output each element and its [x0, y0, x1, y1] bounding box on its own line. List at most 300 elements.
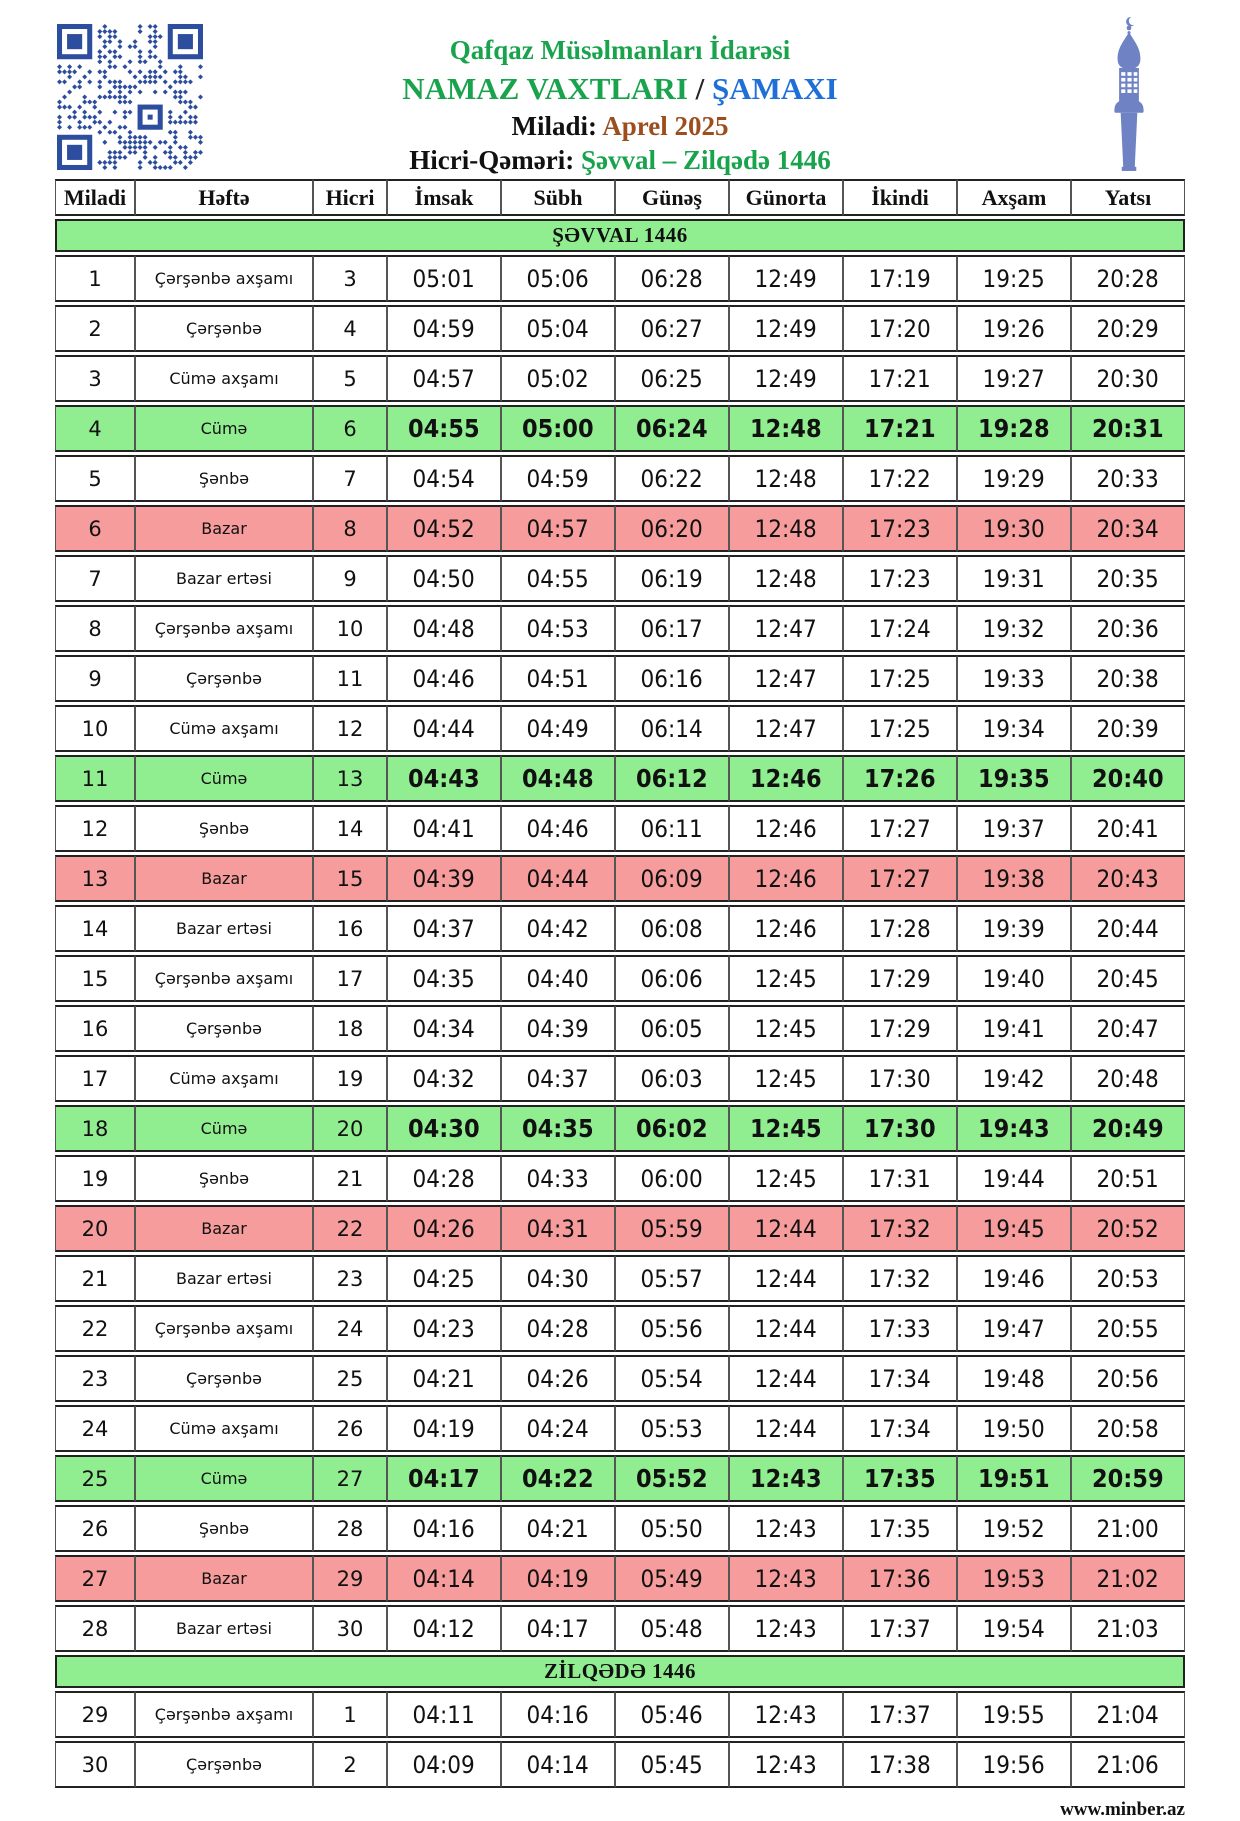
time-cell-sübh: 04:46 — [501, 805, 615, 852]
prayer-times-table — [55, 176, 1185, 1791]
time-cell-günəş: 05:56 — [615, 1305, 729, 1352]
time-cell-sübh: 04:19 — [501, 1555, 615, 1602]
time-cell-günəş: 06:25 — [615, 355, 729, 402]
time-cell-yatsı: 20:56 — [1071, 1355, 1185, 1402]
time-cell-yatsı: 20:39 — [1071, 705, 1185, 752]
time-cell-sübh: 04:31 — [501, 1205, 615, 1252]
miladi-cell: 11 — [55, 755, 135, 802]
time-cell-günəş: 05:45 — [615, 1741, 729, 1788]
weekday-cell: Cümə — [135, 755, 313, 802]
time-cell-günorta: 12:44 — [729, 1255, 843, 1302]
time-cell-i̇kindi: 17:23 — [843, 555, 957, 602]
time-cell-i̇msak: 04:52 — [387, 505, 501, 552]
time-cell-yatsı: 21:03 — [1071, 1605, 1185, 1652]
time-cell-yatsı: 20:29 — [1071, 305, 1185, 352]
time-cell-günorta: 12:43 — [729, 1505, 843, 1552]
time-cell-günorta: 12:47 — [729, 655, 843, 702]
time-cell-günəş: 06:20 — [615, 505, 729, 552]
month-banner: ZİLQƏDƏ 1446 — [55, 1655, 1185, 1688]
time-cell-i̇msak: 04:44 — [387, 705, 501, 752]
table-row — [55, 305, 1185, 352]
time-cell-günorta: 12:44 — [729, 1205, 843, 1252]
time-cell-i̇msak: 04:41 — [387, 805, 501, 852]
time-cell-günəş: 06:12 — [615, 755, 729, 802]
hicri-cell: 7 — [313, 455, 387, 502]
time-cell-sübh: 05:06 — [501, 255, 615, 302]
miladi-cell: 18 — [55, 1105, 135, 1152]
table-row — [55, 1605, 1185, 1652]
table-row — [55, 1105, 1185, 1152]
miladi-cell: 10 — [55, 705, 135, 752]
time-cell-günorta: 12:43 — [729, 1741, 843, 1788]
time-cell-günorta: 12:49 — [729, 255, 843, 302]
time-cell-axşam: 19:39 — [957, 905, 1071, 952]
time-cell-sübh: 04:40 — [501, 955, 615, 1002]
hicri-cell: 3 — [313, 255, 387, 302]
miladi-cell: 9 — [55, 655, 135, 702]
time-cell-i̇msak: 04:17 — [387, 1455, 501, 1502]
time-cell-sübh: 04:35 — [501, 1105, 615, 1152]
time-cell-günəş: 05:59 — [615, 1205, 729, 1252]
time-cell-i̇kindi: 17:32 — [843, 1205, 957, 1252]
time-cell-sübh: 04:16 — [501, 1691, 615, 1738]
weekday-cell: Cümə axşamı — [135, 1405, 313, 1452]
time-cell-i̇msak: 04:30 — [387, 1105, 501, 1152]
column-header-həftə: Həftə — [135, 179, 313, 216]
time-cell-günorta: 12:46 — [729, 755, 843, 802]
table-header-row — [55, 179, 1185, 216]
weekday-cell: Çərşənbə axşamı — [135, 1691, 313, 1738]
time-cell-günəş: 06:19 — [615, 555, 729, 602]
time-cell-i̇kindi: 17:21 — [843, 355, 957, 402]
time-cell-günorta: 12:48 — [729, 555, 843, 602]
time-cell-günorta: 12:43 — [729, 1555, 843, 1602]
time-cell-i̇msak: 04:16 — [387, 1505, 501, 1552]
miladi-cell: 25 — [55, 1455, 135, 1502]
table-row — [55, 505, 1185, 552]
column-header-sübh: Sübh — [501, 179, 615, 216]
time-cell-i̇kindi: 17:35 — [843, 1455, 957, 1502]
time-cell-günorta: 12:47 — [729, 605, 843, 652]
time-cell-sübh: 04:53 — [501, 605, 615, 652]
time-cell-sübh: 05:02 — [501, 355, 615, 402]
time-cell-günəş: 06:08 — [615, 905, 729, 952]
time-cell-i̇msak: 04:59 — [387, 305, 501, 352]
hicri-cell: 21 — [313, 1155, 387, 1202]
time-cell-yatsı: 20:34 — [1071, 505, 1185, 552]
time-cell-yatsı: 21:06 — [1071, 1741, 1185, 1788]
table-row — [55, 355, 1185, 402]
time-cell-sübh: 04:39 — [501, 1005, 615, 1052]
time-cell-günorta: 12:45 — [729, 955, 843, 1002]
city-name: ŞAMAXI — [712, 70, 838, 106]
time-cell-günorta: 12:45 — [729, 1055, 843, 1102]
time-cell-i̇kindi: 17:27 — [843, 855, 957, 902]
miladi-cell: 29 — [55, 1691, 135, 1738]
time-cell-günorta: 12:46 — [729, 905, 843, 952]
time-cell-i̇kindi: 17:30 — [843, 1105, 957, 1152]
time-cell-yatsı: 20:31 — [1071, 405, 1185, 452]
weekday-cell: Bazar ertəsi — [135, 1605, 313, 1652]
column-header-günəş: Günəş — [615, 179, 729, 216]
footer — [55, 1799, 1185, 1821]
time-cell-yatsı: 20:35 — [1071, 555, 1185, 602]
time-cell-sübh: 04:57 — [501, 505, 615, 552]
miladi-cell: 12 — [55, 805, 135, 852]
time-cell-yatsı: 21:02 — [1071, 1555, 1185, 1602]
month-banner-row — [55, 219, 1185, 252]
time-cell-günəş: 06:14 — [615, 705, 729, 752]
table-row — [55, 1305, 1185, 1352]
table-row — [55, 555, 1185, 602]
miladi-cell: 19 — [55, 1155, 135, 1202]
time-cell-i̇msak: 04:28 — [387, 1155, 501, 1202]
hicri-cell: 22 — [313, 1205, 387, 1252]
column-header-yatsı: Yatsı — [1071, 179, 1185, 216]
time-cell-axşam: 19:55 — [957, 1691, 1071, 1738]
time-cell-i̇kindi: 17:19 — [843, 255, 957, 302]
miladi-cell: 5 — [55, 455, 135, 502]
time-cell-günəş: 06:22 — [615, 455, 729, 502]
time-cell-i̇msak: 04:43 — [387, 755, 501, 802]
time-cell-i̇msak: 04:12 — [387, 1605, 501, 1652]
time-cell-sübh: 05:04 — [501, 305, 615, 352]
hicri-cell: 2 — [313, 1741, 387, 1788]
time-cell-axşam: 19:45 — [957, 1205, 1071, 1252]
website-link: www.minber.az — [1060, 1799, 1185, 1820]
time-cell-yatsı: 20:28 — [1071, 255, 1185, 302]
weekday-cell: Çərşənbə — [135, 655, 313, 702]
table-row — [55, 1255, 1185, 1302]
time-cell-günorta: 12:43 — [729, 1605, 843, 1652]
miladi-cell: 1 — [55, 255, 135, 302]
weekday-cell: Çərşənbə — [135, 305, 313, 352]
table-row — [55, 255, 1185, 302]
time-cell-sübh: 04:44 — [501, 855, 615, 902]
time-cell-i̇kindi: 17:35 — [843, 1505, 957, 1552]
time-cell-i̇msak: 04:23 — [387, 1305, 501, 1352]
time-cell-axşam: 19:31 — [957, 555, 1071, 602]
time-cell-i̇kindi: 17:34 — [843, 1405, 957, 1452]
time-cell-i̇kindi: 17:20 — [843, 305, 957, 352]
time-cell-günəş: 05:53 — [615, 1405, 729, 1452]
hicri-cell: 24 — [313, 1305, 387, 1352]
time-cell-günorta: 12:44 — [729, 1355, 843, 1402]
time-cell-i̇kindi: 17:29 — [843, 1005, 957, 1052]
table-row — [55, 905, 1185, 952]
table-row — [55, 1205, 1185, 1252]
month-banner: ŞƏVVAL 1446 — [55, 219, 1185, 252]
time-cell-yatsı: 20:44 — [1071, 905, 1185, 952]
weekday-cell: Çərşənbə — [135, 1355, 313, 1402]
time-cell-i̇kindi: 17:33 — [843, 1305, 957, 1352]
time-cell-günəş: 05:52 — [615, 1455, 729, 1502]
time-cell-yatsı: 20:45 — [1071, 955, 1185, 1002]
miladi-cell: 8 — [55, 605, 135, 652]
time-cell-günorta: 12:49 — [729, 355, 843, 402]
hicri-cell: 29 — [313, 1555, 387, 1602]
time-cell-günəş: 06:24 — [615, 405, 729, 452]
time-cell-sübh: 04:59 — [501, 455, 615, 502]
time-cell-i̇kindi: 17:25 — [843, 655, 957, 702]
time-cell-günorta: 12:44 — [729, 1305, 843, 1352]
time-cell-i̇msak: 04:14 — [387, 1555, 501, 1602]
weekday-cell: Bazar — [135, 505, 313, 552]
time-cell-i̇msak: 04:50 — [387, 555, 501, 602]
time-cell-axşam: 19:48 — [957, 1355, 1071, 1402]
time-cell-axşam: 19:50 — [957, 1405, 1071, 1452]
time-cell-sübh: 04:37 — [501, 1055, 615, 1102]
time-cell-sübh: 04:21 — [501, 1505, 615, 1552]
table-row — [55, 1055, 1185, 1102]
time-cell-i̇kindi: 17:29 — [843, 955, 957, 1002]
hicri-cell: 12 — [313, 705, 387, 752]
month-banner-row — [55, 1655, 1185, 1688]
time-cell-yatsı: 20:36 — [1071, 605, 1185, 652]
time-cell-sübh: 04:48 — [501, 755, 615, 802]
time-cell-i̇msak: 04:37 — [387, 905, 501, 952]
miladi-cell: 23 — [55, 1355, 135, 1402]
weekday-cell: Bazar — [135, 1205, 313, 1252]
time-cell-günorta: 12:46 — [729, 805, 843, 852]
miladi-cell: 4 — [55, 405, 135, 452]
minaret-icon — [1090, 16, 1168, 172]
hicri-cell: 5 — [313, 355, 387, 402]
time-cell-sübh: 04:55 — [501, 555, 615, 602]
organization-title: Qafqaz Müsəlmanları İdarəsi — [449, 35, 791, 65]
time-cell-günorta: 12:43 — [729, 1455, 843, 1502]
time-cell-i̇msak: 04:19 — [387, 1405, 501, 1452]
column-header-hicri: Hicri — [313, 179, 387, 216]
table-row — [55, 655, 1185, 702]
table-row — [55, 1455, 1185, 1502]
table-row — [55, 1555, 1185, 1602]
weekday-cell: Cümə axşamı — [135, 355, 313, 402]
hicri-cell: 18 — [313, 1005, 387, 1052]
weekday-cell: Bazar ertəsi — [135, 905, 313, 952]
time-cell-günorta: 12:43 — [729, 1691, 843, 1738]
hicri-value: Şəvval – Zilqədə 1446 — [580, 145, 831, 176]
time-cell-axşam: 19:27 — [957, 355, 1071, 402]
miladi-cell: 7 — [55, 555, 135, 602]
table-row — [55, 1691, 1185, 1738]
column-header-i̇msak: İmsak — [387, 179, 501, 216]
time-cell-i̇msak: 04:34 — [387, 1005, 501, 1052]
time-cell-sübh: 04:42 — [501, 905, 615, 952]
time-cell-günəş: 05:46 — [615, 1691, 729, 1738]
time-cell-i̇kindi: 17:26 — [843, 755, 957, 802]
time-cell-axşam: 19:35 — [957, 755, 1071, 802]
table-row — [55, 1155, 1185, 1202]
weekday-cell: Şənbə — [135, 1155, 313, 1202]
hicri-cell: 26 — [313, 1405, 387, 1452]
time-cell-günorta: 12:48 — [729, 405, 843, 452]
time-cell-axşam: 19:38 — [957, 855, 1071, 902]
time-cell-günəş: 06:00 — [615, 1155, 729, 1202]
miladi-cell: 14 — [55, 905, 135, 952]
title-separator: / — [687, 70, 713, 106]
weekday-cell: Çərşənbə axşamı — [135, 605, 313, 652]
time-cell-axşam: 19:33 — [957, 655, 1071, 702]
hicri-cell: 28 — [313, 1505, 387, 1552]
time-cell-sübh: 04:22 — [501, 1455, 615, 1502]
time-cell-günorta: 12:45 — [729, 1005, 843, 1052]
time-cell-i̇kindi: 17:22 — [843, 455, 957, 502]
weekday-cell: Bazar ertəsi — [135, 1255, 313, 1302]
time-cell-yatsı: 20:53 — [1071, 1255, 1185, 1302]
time-cell-yatsı: 21:04 — [1071, 1691, 1185, 1738]
weekday-cell: Çərşənbə — [135, 1741, 313, 1788]
miladi-cell: 21 — [55, 1255, 135, 1302]
table-row — [55, 455, 1185, 502]
column-header-günorta: Günorta — [729, 179, 843, 216]
hicri-cell: 1 — [313, 1691, 387, 1738]
weekday-cell: Cümə axşamı — [135, 705, 313, 752]
time-cell-i̇msak: 05:01 — [387, 255, 501, 302]
time-cell-axşam: 19:43 — [957, 1105, 1071, 1152]
hicri-label: Hicri-Qəməri: — [409, 145, 581, 176]
weekday-cell: Bazar — [135, 1555, 313, 1602]
time-cell-günəş: 05:49 — [615, 1555, 729, 1602]
weekday-cell: Şənbə — [135, 455, 313, 502]
hicri-cell: 27 — [313, 1455, 387, 1502]
time-cell-axşam: 19:54 — [957, 1605, 1071, 1652]
time-cell-i̇msak: 04:32 — [387, 1055, 501, 1102]
time-cell-i̇msak: 04:57 — [387, 355, 501, 402]
time-cell-günəş: 05:50 — [615, 1505, 729, 1552]
time-cell-sübh: 04:30 — [501, 1255, 615, 1302]
miladi-cell: 6 — [55, 505, 135, 552]
time-cell-günəş: 05:48 — [615, 1605, 729, 1652]
miladi-cell: 3 — [55, 355, 135, 402]
time-cell-axşam: 19:28 — [957, 405, 1071, 452]
time-cell-günəş: 06:17 — [615, 605, 729, 652]
miladi-cell: 30 — [55, 1741, 135, 1788]
time-cell-günorta: 12:46 — [729, 855, 843, 902]
time-cell-axşam: 19:44 — [957, 1155, 1071, 1202]
time-cell-yatsı: 20:51 — [1071, 1155, 1185, 1202]
miladi-cell: 17 — [55, 1055, 135, 1102]
time-cell-i̇msak: 04:26 — [387, 1205, 501, 1252]
qr-code-icon — [55, 24, 205, 170]
time-cell-axşam: 19:34 — [957, 705, 1071, 752]
time-cell-yatsı: 20:55 — [1071, 1305, 1185, 1352]
time-cell-axşam: 19:25 — [957, 255, 1071, 302]
time-cell-sübh: 04:49 — [501, 705, 615, 752]
weekday-cell: Şənbə — [135, 805, 313, 852]
weekday-cell: Cümə axşamı — [135, 1055, 313, 1102]
time-cell-sübh: 04:24 — [501, 1405, 615, 1452]
time-cell-axşam: 19:56 — [957, 1741, 1071, 1788]
weekday-cell: Çərşənbə axşamı — [135, 255, 313, 302]
time-cell-yatsı: 20:58 — [1071, 1405, 1185, 1452]
time-cell-i̇kindi: 17:36 — [843, 1555, 957, 1602]
miladi-cell: 24 — [55, 1405, 135, 1452]
hicri-cell: 23 — [313, 1255, 387, 1302]
time-cell-yatsı: 20:49 — [1071, 1105, 1185, 1152]
time-cell-axşam: 19:32 — [957, 605, 1071, 652]
time-cell-i̇msak: 04:35 — [387, 955, 501, 1002]
hicri-cell: 16 — [313, 905, 387, 952]
weekday-cell: Cümə — [135, 405, 313, 452]
time-cell-i̇msak: 04:48 — [387, 605, 501, 652]
time-cell-günəş: 06:02 — [615, 1105, 729, 1152]
time-cell-i̇msak: 04:55 — [387, 405, 501, 452]
miladi-cell: 20 — [55, 1205, 135, 1252]
time-cell-i̇kindi: 17:28 — [843, 905, 957, 952]
column-header-axşam: Axşam — [957, 179, 1071, 216]
time-cell-i̇msak: 04:09 — [387, 1741, 501, 1788]
miladi-cell: 27 — [55, 1555, 135, 1602]
hicri-cell: 11 — [313, 655, 387, 702]
time-cell-günəş: 06:05 — [615, 1005, 729, 1052]
time-cell-sübh: 04:33 — [501, 1155, 615, 1202]
miladi-value: Aprel 2025 — [602, 110, 729, 141]
time-cell-axşam: 19:26 — [957, 305, 1071, 352]
page-header — [0, 0, 1240, 176]
column-header-i̇kindi: İkindi — [843, 179, 957, 216]
time-cell-axşam: 19:42 — [957, 1055, 1071, 1102]
hicri-cell: 14 — [313, 805, 387, 852]
table-row — [55, 805, 1185, 852]
time-cell-sübh: 04:51 — [501, 655, 615, 702]
time-cell-i̇kindi: 17:25 — [843, 705, 957, 752]
time-cell-i̇msak: 04:21 — [387, 1355, 501, 1402]
table-row — [55, 1741, 1185, 1788]
weekday-cell: Cümə — [135, 1455, 313, 1502]
time-cell-günorta: 12:45 — [729, 1105, 843, 1152]
hicri-cell: 30 — [313, 1605, 387, 1652]
time-cell-günorta: 12:45 — [729, 1155, 843, 1202]
time-cell-günəş: 06:06 — [615, 955, 729, 1002]
time-cell-i̇kindi: 17:34 — [843, 1355, 957, 1402]
time-cell-yatsı: 20:48 — [1071, 1055, 1185, 1102]
time-cell-yatsı: 21:00 — [1071, 1505, 1185, 1552]
hicri-cell: 4 — [313, 305, 387, 352]
time-cell-i̇kindi: 17:30 — [843, 1055, 957, 1102]
time-cell-sübh: 04:28 — [501, 1305, 615, 1352]
weekday-cell: Çərşənbə axşamı — [135, 955, 313, 1002]
hicri-cell: 17 — [313, 955, 387, 1002]
table-row — [55, 1355, 1185, 1402]
hicri-cell: 9 — [313, 555, 387, 602]
time-cell-axşam: 19:52 — [957, 1505, 1071, 1552]
time-cell-günəş: 06:11 — [615, 805, 729, 852]
time-cell-axşam: 19:40 — [957, 955, 1071, 1002]
time-cell-axşam: 19:30 — [957, 505, 1071, 552]
time-cell-i̇kindi: 17:37 — [843, 1691, 957, 1738]
time-cell-i̇kindi: 17:24 — [843, 605, 957, 652]
time-cell-i̇msak: 04:11 — [387, 1691, 501, 1738]
time-cell-i̇msak: 04:54 — [387, 455, 501, 502]
column-header-miladi: Miladi — [55, 179, 135, 216]
hicri-cell: 13 — [313, 755, 387, 802]
weekday-cell: Bazar ertəsi — [135, 555, 313, 602]
hicri-cell: 15 — [313, 855, 387, 902]
hicri-cell: 20 — [313, 1105, 387, 1152]
time-cell-yatsı: 20:47 — [1071, 1005, 1185, 1052]
time-cell-i̇kindi: 17:27 — [843, 805, 957, 852]
time-cell-i̇kindi: 17:32 — [843, 1255, 957, 1302]
time-cell-axşam: 19:51 — [957, 1455, 1071, 1502]
hicri-cell: 6 — [313, 405, 387, 452]
time-cell-i̇kindi: 17:23 — [843, 505, 957, 552]
time-cell-yatsı: 20:40 — [1071, 755, 1185, 802]
hicri-cell: 19 — [313, 1055, 387, 1102]
table-row — [55, 755, 1185, 802]
weekday-cell: Çərşənbə — [135, 1005, 313, 1052]
time-cell-günəş: 06:03 — [615, 1055, 729, 1102]
